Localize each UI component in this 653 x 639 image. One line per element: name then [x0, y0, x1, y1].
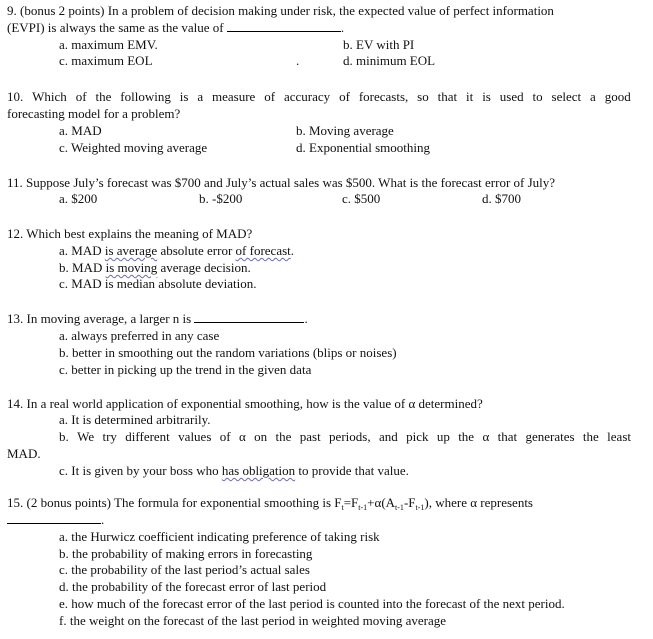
- q13-option-a: a. always preferred in any case: [59, 328, 220, 343]
- q15-option-a: a. the Hurwicz coefficient indicating preference of taking risk: [59, 529, 380, 544]
- justified-word: select: [551, 89, 582, 104]
- justified-word: values: [178, 429, 212, 444]
- q11-option-b: b. -$200: [199, 191, 243, 206]
- justified-word: to: [532, 89, 543, 104]
- q12-option-b: [59, 260, 251, 275]
- q15-sub-t: t: [341, 503, 344, 512]
- justified-word: pick: [406, 429, 429, 444]
- justified-word: on: [254, 429, 268, 444]
- q15-sub-t1: t-1: [358, 503, 368, 512]
- q9-answer-blank: [227, 20, 341, 32]
- q15-plus: +α(A: [367, 495, 396, 510]
- justified-word: a: [590, 89, 596, 104]
- q9-option-a: a. maximum EMV.: [59, 37, 158, 52]
- q12-a-end: .: [290, 243, 295, 258]
- q15-eq: =F: [343, 495, 359, 510]
- justified-word: We: [77, 429, 95, 444]
- justified-word: periods,: [329, 429, 371, 444]
- justified-word: Which: [32, 89, 67, 104]
- q10-option-c: c. Weighted moving average: [59, 140, 208, 155]
- justified-word: following: [120, 89, 171, 104]
- justified-word: the: [458, 429, 475, 444]
- q10-option-d: d. Exponential smoothing: [296, 140, 430, 155]
- q15-option-b: b. the probability of making errors in forecasting: [59, 546, 313, 561]
- q15-stem-text: 15. (2 bonus points) The formula for exponential smoothing is F: [7, 495, 342, 510]
- q10-option-a: a. MAD: [59, 123, 102, 138]
- justified-word: the: [275, 429, 292, 444]
- justified-word: measure: [212, 89, 256, 104]
- q11-option-c: c. $500: [342, 191, 381, 206]
- q13-stem-text: 13. In moving average, a larger n is: [7, 311, 192, 326]
- justified-word: so: [417, 89, 429, 104]
- q10-stem-line2: forecasting model for a problem?: [7, 106, 181, 121]
- q11-option-d: d. $700: [482, 191, 521, 206]
- q9-option-b: b. EV with PI: [343, 37, 415, 52]
- q14-stem: 14. In a real world application of exponential smoothing, how is the value of α determined?: [7, 396, 483, 411]
- q14-option-c: [59, 463, 409, 478]
- q9-stem-line1: 9. (bonus 2 points) In a problem of decision making under risk, the expected value of perfect information: [7, 3, 554, 18]
- q15-answer-blank: [7, 512, 101, 524]
- justified-word: try: [102, 429, 117, 444]
- q15-sub-t1b: t-1: [415, 503, 425, 512]
- justified-word: least: [607, 429, 631, 444]
- q12-a-middle: absolute error: [157, 243, 236, 258]
- q12-a-flagged-2: of forecast: [235, 243, 291, 258]
- justified-word: generates: [525, 429, 575, 444]
- q15-option-e: e. how much of the forecast error of the last period is counted into the forecast of the next period.: [59, 596, 565, 611]
- justified-word: 10.: [7, 89, 24, 104]
- justified-word: α: [482, 429, 490, 444]
- justified-word: of: [339, 89, 350, 104]
- q15-stem-end: ), where α represents: [424, 495, 533, 510]
- q9-stem-text: (EVPI) is always the same as the value of: [7, 20, 224, 35]
- q12-stem: 12. Which best explains the meaning of MAD?: [7, 226, 253, 241]
- justified-word: good: [604, 89, 631, 104]
- q14-option-a: a. It is determined arbitrarily.: [59, 412, 211, 427]
- q11-option-a: a. $200: [59, 191, 98, 206]
- q12-option-c: c. MAD is median absolute deviation.: [59, 276, 257, 291]
- justified-word: and: [378, 429, 398, 444]
- q14-c-flagged: has obligation: [221, 463, 296, 478]
- justified-word: of: [75, 89, 87, 104]
- q14-c-end: to provide that value.: [295, 463, 409, 478]
- q13-stem: [7, 311, 308, 326]
- justified-word: forecasts,: [358, 89, 409, 104]
- justified-word: up: [436, 429, 450, 444]
- q9-option-d: d. minimum EOL: [343, 53, 436, 68]
- q12-b-prefix: b. MAD: [59, 260, 106, 275]
- justified-word: that: [437, 89, 458, 104]
- justified-word: α: [238, 429, 246, 444]
- q9-stem-line2: [7, 20, 344, 35]
- justified-word: of: [219, 429, 231, 444]
- q12-a-flagged-1: is average: [104, 243, 158, 258]
- justified-word: that: [497, 429, 518, 444]
- q12-b-end: average decision.: [157, 260, 251, 275]
- justified-word: the: [95, 89, 112, 104]
- q14-option-b: [59, 429, 631, 444]
- q9-option-c: c. maximum EOL: [59, 53, 153, 68]
- justified-word: accuracy: [283, 89, 331, 104]
- q14-option-b-cont: MAD.: [7, 446, 41, 461]
- q15-minus: -F: [403, 495, 416, 510]
- q15-option-c: c. the probability of the last period’s actual sales: [59, 562, 310, 577]
- justified-word: is: [482, 89, 491, 104]
- q9-stray-dot: .: [296, 53, 300, 68]
- justified-word: b.: [59, 429, 69, 444]
- q15-option-f: f. the weight on the forecast of the last period in weighted moving average: [59, 613, 446, 628]
- q10-option-b: b. Moving average: [296, 123, 394, 138]
- justified-word: used: [499, 89, 524, 104]
- q15-blank-line: [7, 512, 104, 527]
- q15-blank-period: .: [101, 512, 105, 527]
- q13-answer-blank: [194, 311, 304, 323]
- q12-option-a: [59, 243, 294, 258]
- q10-stem-line1: [7, 89, 631, 104]
- q15-sub-a: t-1: [395, 503, 404, 512]
- justified-word: past: [299, 429, 321, 444]
- q14-c-prefix: c. It is given by your boss who: [59, 463, 222, 478]
- justified-word: different: [125, 429, 170, 444]
- q15-option-d: d. the probability of the forecast error of last period: [59, 579, 327, 594]
- q12-b-flagged: is moving: [105, 260, 158, 275]
- justified-word: a: [197, 89, 204, 104]
- justified-word: of: [264, 89, 276, 104]
- justified-word: the: [582, 429, 599, 444]
- q12-a-prefix: a. MAD: [59, 243, 105, 258]
- justified-word: is: [179, 89, 189, 104]
- q13-option-c: c. better in picking up the trend in the given data: [59, 362, 312, 377]
- q13-stem-period: .: [304, 311, 308, 326]
- q11-stem: 11. Suppose July’s forecast was $700 and July’s actual sales was $500. What is the forecast error of July?: [7, 175, 556, 190]
- q9-stem-period: .: [340, 20, 345, 35]
- q13-option-b: b. better in smoothing out the random variations (blips or noises): [59, 345, 397, 360]
- justified-word: it: [466, 89, 474, 104]
